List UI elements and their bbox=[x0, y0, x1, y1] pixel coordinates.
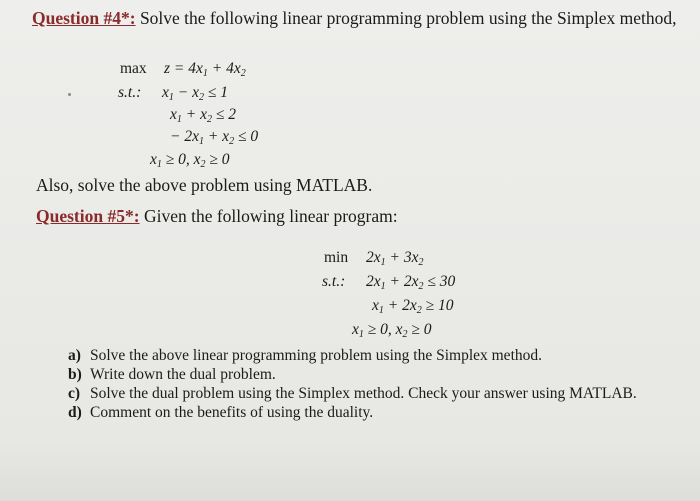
q5-objective: $2x_1 + 3x_2$ bbox=[366, 249, 424, 268]
q4-constraint-3: − $2x_1 + x_2 \le 0$ bbox=[170, 128, 259, 147]
q5-item-b-label: b) bbox=[68, 366, 82, 383]
q5-item-b bbox=[68, 366, 276, 384]
q4-st-label: s.t.: bbox=[118, 84, 142, 101]
q5-item-a-text: Solve the above linear programming problem using the Simplex method. bbox=[90, 347, 542, 364]
q5-item-c bbox=[68, 385, 637, 403]
q5-item-b-text: Write down the dual problem. bbox=[90, 366, 276, 383]
q4-objective: $z = 4x_1 + 4x_2$ bbox=[164, 60, 246, 79]
q4-constraint-1: $x_1 - x_2 \le 1$ bbox=[162, 84, 228, 103]
q5-constraint-1: $2x_1 + 2x_2 \le 30$ bbox=[366, 273, 456, 292]
q5-constraint-2: $x_1 + 2x_2 \ge 10$ bbox=[372, 297, 454, 316]
q5-item-d bbox=[68, 404, 373, 422]
q5-item-a-label: a) bbox=[68, 347, 81, 364]
q5-item-c-text: Solve the dual problem using the Simplex method. Check your answer using MATLAB. bbox=[90, 385, 637, 402]
q4-constraint-2: $x_1 + x_2 \le 2$ bbox=[170, 106, 236, 125]
q4-objective-label: max bbox=[120, 60, 147, 77]
q4-heading: Question #4*: bbox=[32, 8, 136, 28]
q5-item-d-text: Comment on the benefits of using the duality. bbox=[90, 404, 374, 421]
q5-st-label: s.t.: bbox=[322, 273, 346, 290]
q5-item-d-label: d) bbox=[68, 404, 82, 421]
q5-objective-label: min bbox=[324, 249, 349, 266]
q5-nonneg: $x_1 \ge 0$, $x_2 \ge 0$ bbox=[352, 321, 432, 340]
q4-also: Also, solve the above problem using MATLAB. bbox=[36, 175, 373, 195]
q5-item-a bbox=[68, 347, 542, 365]
q5-text: Given the following linear program: bbox=[139, 206, 398, 226]
q4-text: Solve the following linear programming problem using the Simplex method, bbox=[135, 8, 677, 28]
q5-item-c-label: c) bbox=[68, 385, 81, 402]
margin-dot bbox=[68, 93, 71, 96]
paper-shadow bbox=[0, 441, 700, 501]
q4-title-line bbox=[32, 8, 677, 29]
q4-nonneg: $x_1 \ge 0$, $x_2 \ge 0$ bbox=[150, 151, 230, 170]
q5-title-line bbox=[36, 206, 398, 227]
q5-heading: Question #5*: bbox=[36, 206, 140, 226]
